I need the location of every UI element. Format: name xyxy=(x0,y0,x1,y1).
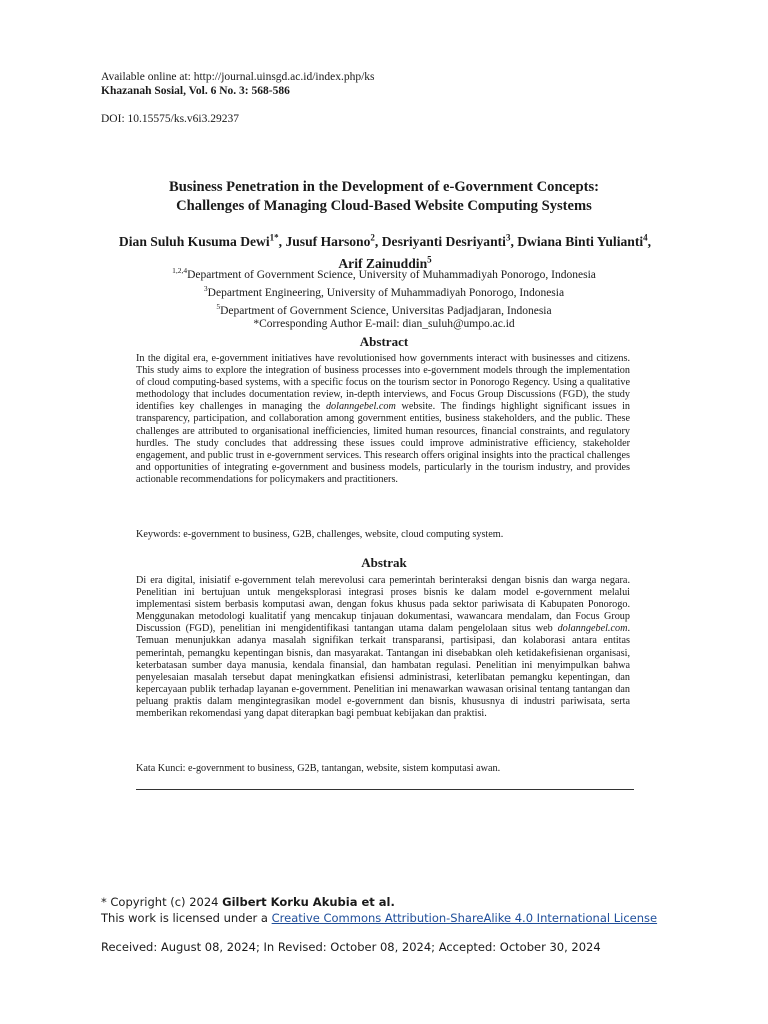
website-name: dolanngebel.com xyxy=(557,623,628,635)
author: Arif Zainuddin$^5$ xyxy=(338,254,432,272)
website-name: dolanngebel.com xyxy=(325,401,396,413)
abstrak-heading: Abstrak xyxy=(361,555,407,570)
affiliation: $^{1,2,4}$Department of Government Science, University of Muhammadiyah Ponorogo, Indonesia xyxy=(172,266,596,281)
author: Jusuf Harsono$^2$, xyxy=(285,232,382,249)
license-line: This work is licensed under a Creative Commons Attribution-ShareAlike 4.0 International License xyxy=(101,911,658,925)
affiliation: $^3$Department Engineering, University of Muhammadiyah Ponorogo, Indonesia xyxy=(203,283,565,299)
title-line-2: Challenges of Managing Cloud-Based Website Computing Systems xyxy=(176,198,592,214)
copyright-holder: Gilbert Korku Akubia et al. xyxy=(222,895,395,909)
corresponding-author: *Corresponding Author E-mail: dian_suluh@umpo.ac.id xyxy=(253,318,515,331)
copyright: * Copyright (c) 2024 Gilbert Korku Akubia et al. xyxy=(101,895,395,909)
abstract-text: In the digital era, e-government initiatives have revolutionised how governments interact with businesses and citizens. This study aims to explore the integration of business processes into e-government models through the implementation of cloud computing-based systems, with a specific focus on the tourism sector in Ponorogo Regency. Using a qualitative methodology that includes documentation review, in-depth interviews, and Focus Group Discussions (FGD), the study identifies key challenges in managing the dolanngebel.com website. The findings highlight significant issues in transparency, participation, and collaboration among government entities, business stakeholders, and the public. These challenges are attributed to organisational inefficiencies, limited human resources, financial constraints, and regulatory hurdles. The study concludes that addressing these issues could improve administrative efficiency, stakeholder engagement, and public trust in e-government services. This research offers original insights into the practical challenges and opportunities of integrating e-government and business models, particularly in the tourism industry, and provides actionable recommendations for policymakers and practitioners. xyxy=(136,353,630,485)
abstrak-keywords: Kata Kunci: e-government to business, G2B, tantangan, website, sistem komputasi awan. xyxy=(136,763,501,774)
submission-dates: Received: August 08, 2024; In Revised: October 08, 2024; Accepted: October 30, 2024 xyxy=(101,940,601,954)
abstrak-text: Di era digital, inisiatif e-government telah merevolusi cara pemerintah berinteraksi dengan bisnis dan warga negara. Penelitian ini bertujuan untuk mengeksplorasi integrasi proses bisnis ke dalam model e-government melalui implementasi sistem berbasis komputasi awan, dengan fokus khusus pada sektor pariwisata di Kabupaten Ponorogo. Menggunakan metodologi kualitatif yang mencakup tinjauan dokumentasi, wawancara mendalam, dan Focus Group Discussion (FGD), penelitian ini mengidentifikasi tantangan utama dalam pengelolaan situs web dolanngebel.com. Temuan menunjukkan adanya masalah signifikan terkait transparansi, partisipasi, dan kolaborasi antara entitas pemerintah, pemangku kepentingan bisnis, dan masyarakat. Tantangan ini disebabkan oleh ketidakefisienan organisasi, keterbatasan sumber daya manusia, kendala finansial, dan hambatan regulasi. Penelitian ini menyimpulkan bahwa penyelesaian masalah tersebut dapat meningkatkan efisiensi administrasi, keterlibatan pemangku kepentingan, dan kepercayaan publik terhadap layanan e-government. Penelitian ini menawarkan wawasan orisinal tentang tantangan dan peluang praktis dalam mengintegrasikan model e-government dan bisnis, khususnya di industri pariwisata, serta memberikan rekomendasi yang dapat diterapkan bagi pembuat kebijakan dan praktisi. xyxy=(136,575,630,720)
abstract-heading: Abstract xyxy=(359,334,409,349)
affiliations xyxy=(100,264,668,331)
author: Desriyanti Desriyanti$^3$, xyxy=(381,232,518,249)
journal-url: Available online at: http://journal.uinsgd.ac.id/index.php/ks xyxy=(101,71,375,83)
author: Dian Suluh Kusuma Dewi$^{1*}$, xyxy=(118,232,286,249)
abstract-keywords: Keywords: e-government to business, G2B, challenges, website, cloud computing system. xyxy=(136,529,504,540)
affiliation: $^5$Department of Government Science, Universitas Padjadjaran, Indonesia xyxy=(216,301,552,317)
title-line-1: Business Penetration in the Development of e-Government Concepts: xyxy=(168,179,600,195)
author: Dwiana Binti Yulianti$^4$, xyxy=(517,232,652,249)
paper-title xyxy=(100,178,668,216)
journal-citation: Khazanah Sosial, Vol. 6 No. 3: 568-586 xyxy=(101,85,290,97)
license-link[interactable]: Creative Commons Attribution-ShareAlike 4.0 International License xyxy=(271,911,658,925)
divider xyxy=(136,789,634,790)
doi: DOI: 10.15575/ks.v6i3.29237 xyxy=(101,113,239,125)
